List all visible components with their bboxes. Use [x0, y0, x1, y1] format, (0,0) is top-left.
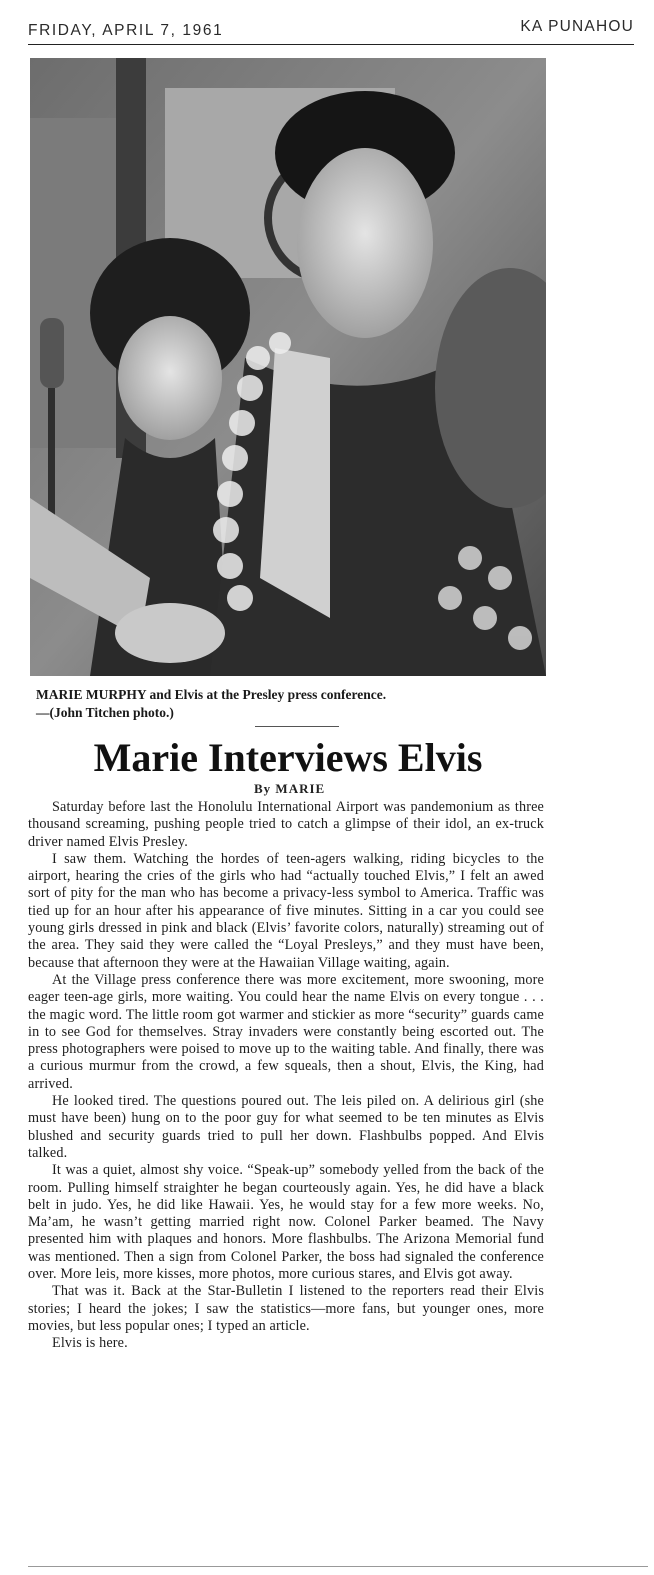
article-byline: By MARIE: [254, 781, 326, 796]
article-body: [28, 799, 544, 1353]
article-headline: Marie Interviews Elvis: [93, 735, 483, 780]
article-paragraph: Elvis is here.: [52, 1335, 128, 1352]
newspaper-name: KA PUNAHOU: [520, 18, 634, 35]
caption-divider: [255, 726, 339, 727]
caption-credit: —(John Titchen photo.): [36, 705, 174, 720]
article-paragraph: Saturday before last the Honolulu International Airport was pandemonium as three thousand screaming, pushing people tried to catch a glimpse of their idol, an ex-truck driver named Elvis Presley.: [28, 799, 544, 850]
article-paragraph: At the Village press conference there was more excitement, more swooning, more eager teen-age girls, more waiting. You could hear the name Elvis on every tongue . . . the magic word. The little room got warmer and stickier as more “security” guards came in to see God for themselves. Stray invaders were constantly being escorted out. The press photographers were poised to move up to the waiting table. And finally, there was a curious murmur from the crowd, a few squeals, then a shout, Elvis, the King, had arrived.: [28, 971, 544, 1092]
press-photo-icon: [30, 58, 546, 676]
caption-line-1: MARIE MURPHY and Elvis at the Presley press conference.: [36, 687, 387, 702]
photo-caption: [36, 686, 546, 722]
article-paragraph: I saw them. Watching the hordes of teen-agers walking, riding bicycles to the airport, hearing the cries of the girls who had “actually touched Elvis,” I felt an awed sort of pity for the man who has become a privacy-less symbol to America. Traffic was tied up for an hour after his appearance of five minutes. Sitting in a car you could see young girls dressed in pink and black (Elvis’ favorite colors, naturally) streaming out of the area. They said they were called the “Loyal Presleys,” and they must have been, because that afternoon they were at the Hawaiian Village waiting, again.: [28, 850, 544, 971]
press-conference-photo: [30, 58, 546, 676]
article-paragraph: That was it. Back at the Star-Bulletin I listened to the reporters read their Elvis stories; I heard the jokes; I saw the statistics—more fans, but younger ones, more movies, but less popular ones; I typed an article.: [28, 1283, 544, 1334]
article-paragraph: He looked tired. The questions poured out. The leis piled on. A delirious girl (she must have been) hung on to the poor guy for what seemed to be ten minutes as Elvis blushed and security guards tried to pull her down. Flashbulbs popped. And Elvis talked.: [28, 1093, 544, 1161]
issue-date: FRIDAY, APRIL 7, 1961: [28, 22, 224, 39]
masthead: [28, 14, 634, 45]
page-bottom-rule: [28, 1566, 648, 1567]
article-paragraph: It was a quiet, almost shy voice. “Speak-up” somebody yelled from the back of the room. Pulling himself straighter he began courteously again. Yes, he did have a black belt in judo. Yes, he did like Hawaii. Yes, he would stay for a few more weeks. No, Ma’am, he wasn’t getting married right now. Colonel Parker beamed. The Navy presented him with plaques and honors. More flashbulbs. The Arizona Memorial fund was mentioned. Then a sign from Colonel Parker, the boss had signaled the conference over. More leis, more kisses, more photos, more curious stares, and Elvis got away.: [28, 1162, 544, 1283]
